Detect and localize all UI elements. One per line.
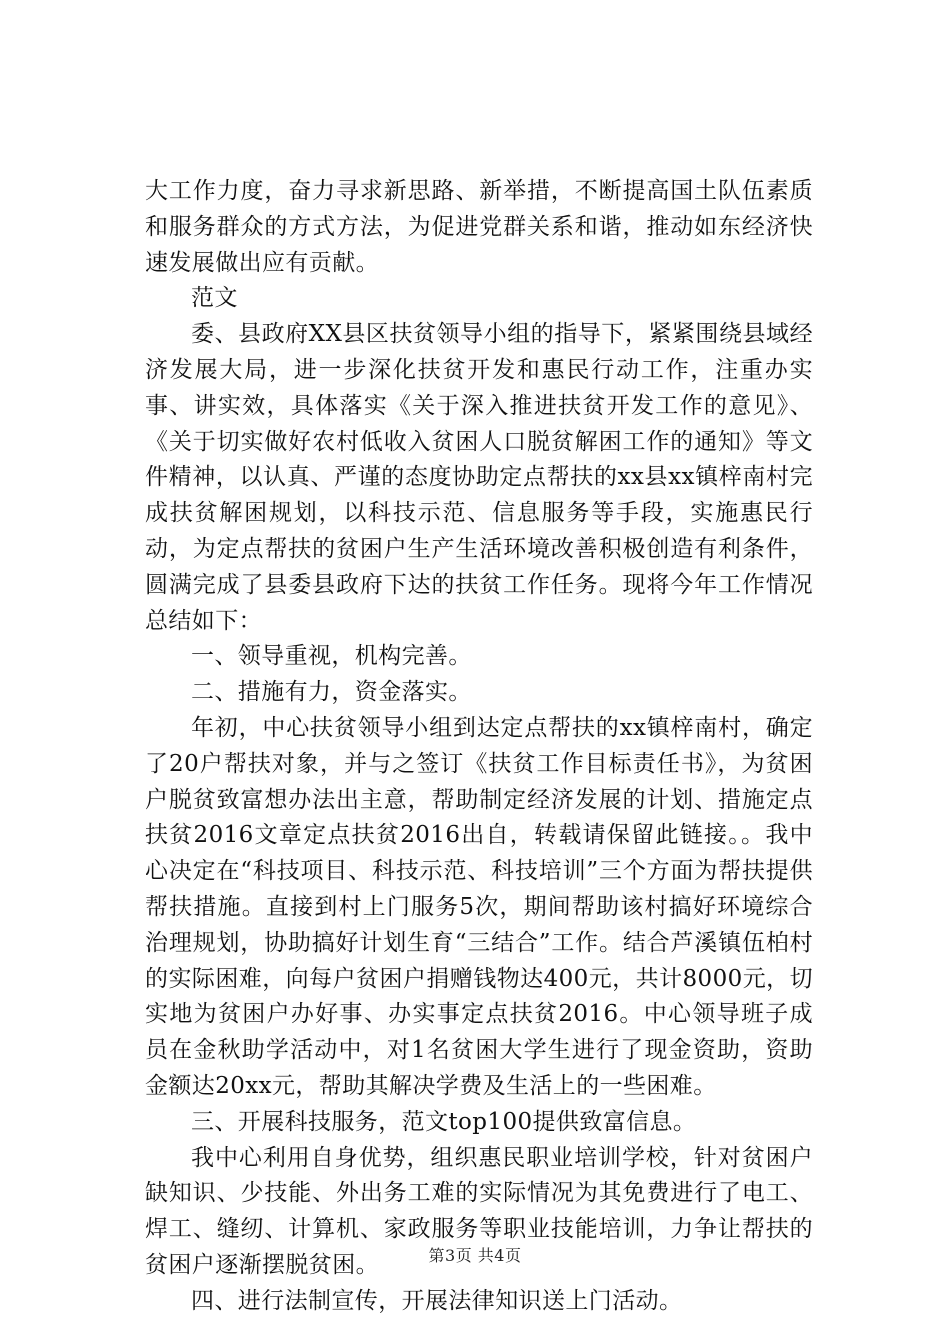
paragraph: 委、县政府XX县区扶贫领导小组的指导下，紧紧围绕县域经济发展大局，进一步深化扶贫开发和惠民行动工作，注重办实事、讲实效，具体落实《关于深入推进扶贫开发工作的意见》、《关于切实做好农村低收入贫困人口脱贫解困工作的通知》等文件精神，以认真、严谨的态度协助定点帮扶的xx县xx镇梓南村完成扶贫解困规划，以科技示范、信息服务等手段，实施惠民行动，为定点帮扶的贫困户生产生活环境改善积极创造有利条件，圆满完成了县委县政府下达的扶贫工作任务。现将今年工作情况总结如下： (145, 321, 813, 634)
paragraph-heading: 范文 (191, 285, 238, 312)
paragraph: 年初，中心扶贫领导小组到达定点帮扶的xx镇梓南村，确定了20户帮扶对象，并与之签订《扶贫工作目标责任书》，为贫困户脱贫致富想办法出主意，帮助制定经济发展的计划、措施定点扶贫2016文章定点扶贫2016出自，转载请保留此链接。。我中心决定在“科技项目、科技示范、科技培训”三个方面为帮扶提供帮扶措施。直接到村上门服务5次，期间帮助该村搞好环境综合治理规划，协助搞好计划生育“三结合”工作。结合芦溪镇伍柏村的实际困难，向每户贫困户捐赠钱物达400元，共计8000元，切实地为贫困户办好事、办实事定点扶贫2016。中心领导班子成员在金秋助学活动中，对1名贫困大学生进行了现金资助，资助金额达20xx元，帮助其解决学费及生活上的一些困难。 (145, 714, 813, 1099)
section-heading: 一、领导重视，机构完善。 (191, 643, 472, 670)
document-body (145, 174, 813, 1320)
section-heading: 四、进行法制宣传，开展法律知识送上门活动。 (191, 1287, 683, 1314)
section-heading: 三、开展科技服务，范文top100提供致富信息。 (191, 1108, 697, 1135)
section-heading: 二、措施有力，资金落实。 (191, 679, 472, 706)
paragraph: 大工作力度，奋力寻求新思路、新举措，不断提高国土队伍素质和服务群众的方式方法，为促进党群关系和谐，推动如东经济快速发展做出应有贡献。 (145, 178, 813, 276)
paragraph: 我中心利用自身优势，组织惠民职业培训学校，针对贫困户缺知识、少技能、外出务工难的实际情况为其免费进行了电工、焊工、缝纫、计算机、家政服务等职业技能培训，力争让帮扶的贫困户逐渐摆脱贫困。 (145, 1144, 813, 1278)
page-footer: 第3页 共4页 (428, 1246, 522, 1265)
